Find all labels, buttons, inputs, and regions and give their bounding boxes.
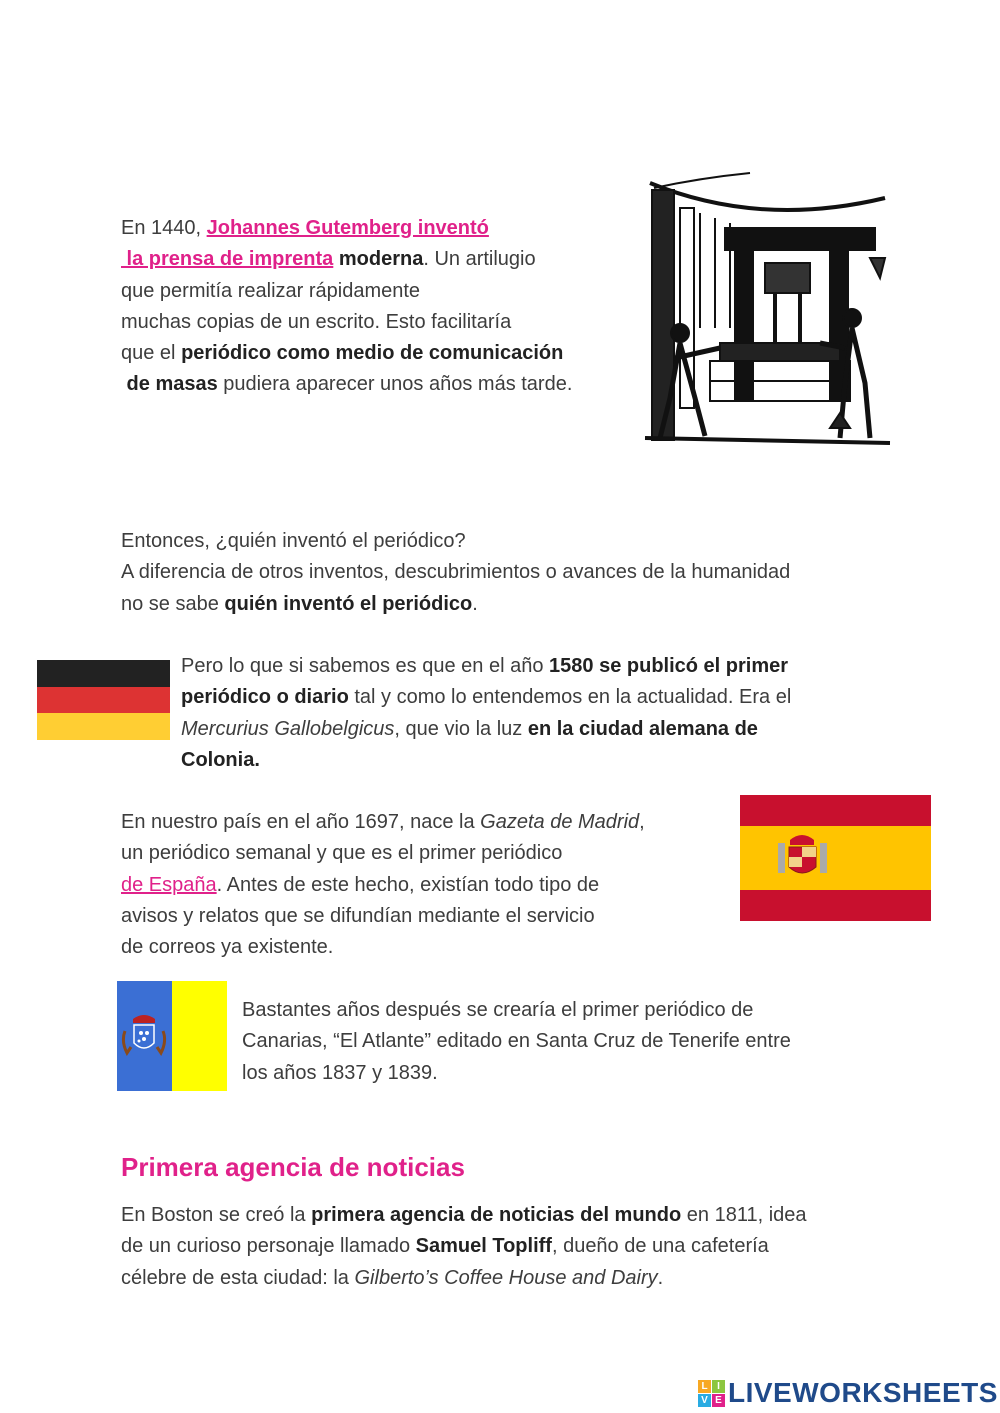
intro-paragraph — [121, 213, 641, 401]
canary-flag-yellow-stripe — [172, 981, 227, 1091]
spain-line-1: En nuestro país en el año 1697, nace la Gazeta de Madrid, — [121, 811, 645, 833]
germany-line-4: Colonia. — [181, 748, 260, 771]
spain-line-3: de España. Antes de este hecho, existían todo tipo de — [121, 873, 600, 896]
intro-line-2: la prensa de imprenta moderna. Un artilugio — [121, 248, 536, 271]
agency-line-2: de un curioso personaje llamado Samuel Topliff, dueño de una cafetería — [121, 1235, 769, 1258]
agency-line-3: célebre de esta ciudad: la Gilberto’s Coffee House and Dairy. — [121, 1266, 664, 1289]
printing-press-link[interactable]: la prensa de imprenta — [121, 248, 334, 271]
canarias-paragraph — [242, 995, 922, 1089]
canary-coat-of-arms-icon — [117, 981, 172, 1091]
germany-line-3: Mercurius Gallobelgicus, que vio la luz en la ciudad alemana de — [181, 717, 758, 740]
spain-line-2: un periódico semanal y que es el primer periódico — [121, 842, 563, 865]
spain-link[interactable]: de España — [121, 873, 217, 896]
agency-line-1: En Boston se creó la primera agencia de noticias del mundo en 1811, idea — [121, 1204, 807, 1226]
printing-press-illustration-icon — [640, 168, 898, 453]
intro-line-4: muchas copias de un escrito. Esto facilitaría — [121, 310, 512, 333]
canary-flag-blue-stripe — [117, 981, 172, 1091]
liveworksheets-logo-text: LIVEWORKSHEETS — [728, 1377, 998, 1408]
canarias-line-2: Canarias, “El Atlante” editado en Santa Cruz de Tenerife entre — [242, 1030, 791, 1053]
agency-paragraph — [121, 1200, 921, 1294]
liveworksheets-badge-icon: L I V E — [698, 1380, 725, 1407]
intro-line-3: que permitía realizar rápidamente — [121, 279, 421, 302]
liveworksheets-logo[interactable] — [698, 1376, 998, 1410]
agency-heading: Primera agencia de noticias — [121, 1152, 465, 1182]
canarias-line-3: los años 1837 y 1839. — [242, 1061, 438, 1084]
spain-flag-icon — [740, 795, 931, 921]
question-line-3: no se sabe quién inventó el periódico. — [121, 592, 478, 615]
question-paragraph — [121, 526, 921, 620]
spain-paragraph — [121, 807, 721, 963]
germany-flag-red-stripe — [37, 687, 170, 714]
germany-paragraph — [181, 651, 901, 776]
germany-line-1: Pero lo que si sabemos es que en el año 1580 se publicó el primer — [181, 655, 789, 677]
germany-line-2: periódico o diario tal y como lo entendemos en la actualidad. Era el — [181, 686, 792, 709]
canary-islands-flag-icon — [117, 981, 227, 1091]
question-line-2: A diferencia de otros inventos, descubrimientos o avances de la humanidad — [121, 561, 791, 584]
gutenberg-link[interactable]: Johannes Gutemberg inventó — [206, 217, 489, 239]
intro-line-5: que el periódico como medio de comunicación — [121, 342, 564, 365]
germany-flag-icon — [37, 660, 170, 740]
spain-line-5: de correos ya existente. — [121, 936, 334, 959]
germany-flag-gold-stripe — [37, 713, 170, 740]
spain-line-4: avisos y relatos que se difundían mediante el servicio — [121, 904, 595, 927]
canarias-line-1: Bastantes años después se crearía el primer periódico de — [242, 999, 754, 1021]
intro-line-6: de masas pudiera aparecer unos años más tarde. — [121, 373, 573, 396]
question-line-1: Entonces, ¿quién inventó el periódico? — [121, 530, 466, 552]
intro-line-1: En 1440, Johannes Gutemberg inventó — [121, 217, 489, 239]
germany-flag-black-stripe — [37, 660, 170, 687]
